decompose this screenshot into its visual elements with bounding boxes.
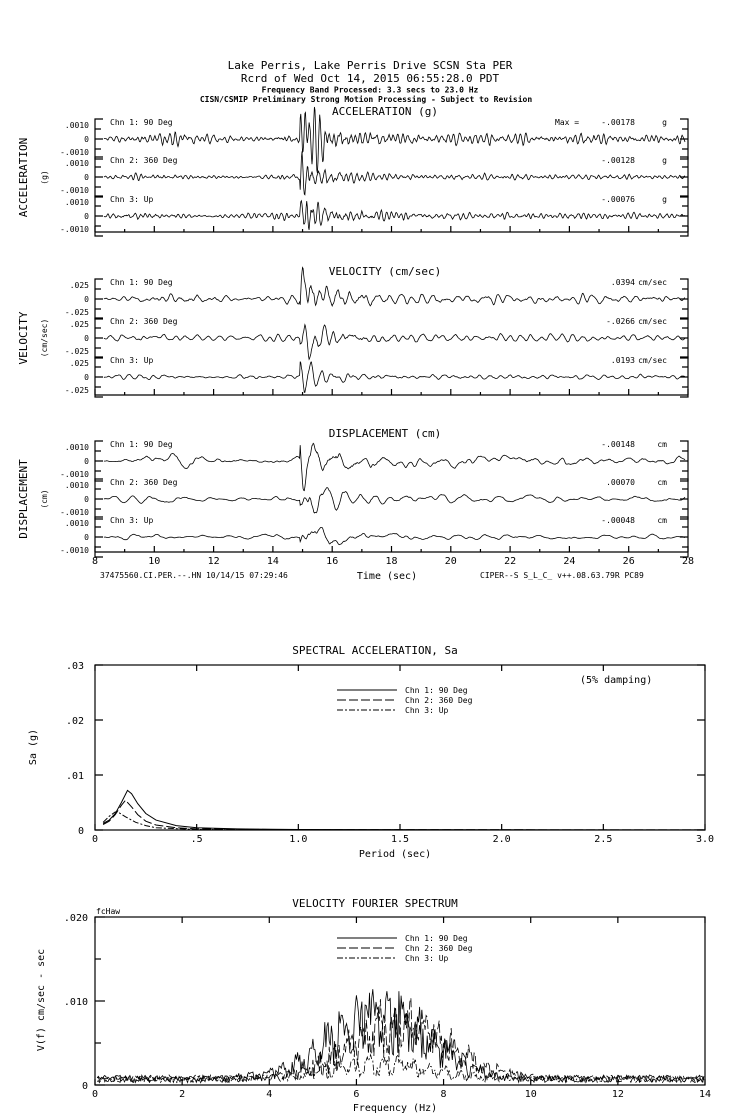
fs-ytick-label: .010 xyxy=(63,997,88,1008)
dis-time-axis xyxy=(95,546,688,552)
ytick-zero: 0 xyxy=(84,495,89,504)
sa-plot-frame xyxy=(95,665,705,830)
sa-xtick-label: 2.0 xyxy=(492,834,511,845)
header-disclaimer: CISN/CSMIP Preliminary Strong Motion Processing - Subject to Revision xyxy=(199,95,533,104)
fs-xtick-label: 8 xyxy=(440,1089,447,1100)
dis-waveform-chn3 xyxy=(104,527,685,544)
channel-peak-value: -.0266 xyxy=(606,317,635,326)
legend-label: Chn 1: 90 Deg xyxy=(405,686,468,695)
time-tick-label: 16 xyxy=(326,556,339,567)
channel-peak-value: -.00076 xyxy=(601,195,635,204)
time-tick-label: 8 xyxy=(91,556,99,567)
ytick-zero: 0 xyxy=(84,334,89,343)
time-tick-label: 24 xyxy=(563,556,576,567)
ytick-zero: 0 xyxy=(84,173,89,182)
left-bracket xyxy=(95,357,103,397)
left-bracket xyxy=(95,479,103,519)
vel-waveform-chn3 xyxy=(104,362,685,393)
right-bracket xyxy=(680,357,688,397)
time-tick-label: 12 xyxy=(207,556,220,567)
sa-xlabel: Period (sec) xyxy=(358,849,432,860)
acc-time-axis xyxy=(95,226,688,232)
channel-peak-value: -.00178 xyxy=(601,118,635,127)
legend-label: Chn 3: Up xyxy=(405,706,449,715)
left-bracket xyxy=(95,441,103,481)
time-tick-label: 20 xyxy=(444,556,457,567)
ytick-zero: 0 xyxy=(84,295,89,304)
channel-peak-value: .00070 xyxy=(606,478,635,487)
ytick-bottom: -.0010 xyxy=(60,148,89,157)
legend-label: Chn 3: Up xyxy=(405,954,449,963)
vel-panel-title: VELOCITY (cm/sec) xyxy=(328,265,442,278)
ytick-zero: 0 xyxy=(84,135,89,144)
vel-unit-label: (cm/sec) xyxy=(40,318,49,358)
channel-label: Chn 3: Up xyxy=(110,516,154,525)
channel-label: Chn 2: 360 Deg xyxy=(110,317,178,326)
vel-axis-label: VELOCITY xyxy=(17,311,30,365)
time-tick-label: 18 xyxy=(385,556,398,567)
fs-xtick-label: 12 xyxy=(611,1089,624,1100)
channel-peak-value: -.00128 xyxy=(601,156,635,165)
right-bracket xyxy=(680,318,688,358)
legend-label: Chn 1: 90 Deg xyxy=(405,934,468,943)
acc-waveform-chn3 xyxy=(104,201,685,230)
sa-curve-chn1 xyxy=(103,790,705,830)
ytick-bottom: -.0010 xyxy=(60,225,89,234)
fs-corner-label: fcHaw xyxy=(96,907,121,916)
sa-xtick-label: 2.5 xyxy=(594,834,613,845)
time-tick-label: 26 xyxy=(622,556,635,567)
channel-label: Chn 3: Up xyxy=(110,356,154,365)
sa-title: SPECTRAL ACCELERATION, Sa xyxy=(292,644,458,657)
vel-waveform-chn2 xyxy=(104,325,685,360)
ytick-zero: 0 xyxy=(84,212,89,221)
time-tick-label: 14 xyxy=(266,556,279,567)
spectral-acceleration-chart xyxy=(28,644,714,860)
ytick-top: .025 xyxy=(69,359,89,368)
sa-ytick-label: 0 xyxy=(77,826,84,837)
right-bracket xyxy=(680,441,688,481)
channel-label: Chn 1: 90 Deg xyxy=(110,278,173,287)
time-axis-label: Time (sec) xyxy=(356,571,418,582)
header-record-time: Rcrd of Wed Oct 14, 2015 06:55:28.0 PDT xyxy=(240,72,500,85)
dis-waveform-chn2 xyxy=(104,488,685,513)
time-history-panels xyxy=(17,105,694,567)
left-bracket xyxy=(95,157,103,197)
ytick-top: .0010 xyxy=(64,443,89,452)
ytick-bottom: -.025 xyxy=(64,308,89,317)
channel-peak-value: .0394 xyxy=(610,278,635,287)
ytick-zero: 0 xyxy=(84,457,89,466)
channel-peak-unit: cm xyxy=(657,478,667,487)
header-station: Lake Perris, Lake Perris Drive SCSN Sta PER xyxy=(227,59,513,72)
left-bracket xyxy=(95,196,103,236)
right-bracket xyxy=(680,479,688,519)
ytick-bottom: -.0010 xyxy=(60,470,89,479)
sa-xtick-label: .5 xyxy=(190,834,203,845)
left-bracket xyxy=(95,279,103,319)
fs-title: VELOCITY FOURIER SPECTRUM xyxy=(292,897,458,910)
footer-record-id: 37475560.CI.PER.--.HN 10/14/15 07:29:46 xyxy=(100,571,288,580)
dis-axis-label: DISPLACEMENT xyxy=(17,459,30,539)
ytick-bottom: -.0010 xyxy=(60,546,89,555)
acc-waveform-chn2 xyxy=(104,151,685,194)
sa-ylabel: Sa (g) xyxy=(28,728,39,766)
sa-xtick-label: 1.0 xyxy=(289,834,308,845)
ytick-top: .025 xyxy=(69,281,89,290)
fs-ytick-label: .020 xyxy=(63,913,88,924)
legend-label: Chn 2: 360 Deg xyxy=(405,944,473,953)
dis-panel-title: DISPLACEMENT (cm) xyxy=(328,427,442,440)
header-frequency-band: Frequency Band Processed: 3.3 secs to 23.0 Hz xyxy=(261,85,479,95)
sa-ytick-label: .03 xyxy=(65,661,84,672)
ytick-bottom: -.025 xyxy=(64,386,89,395)
fs-xtick-label: 6 xyxy=(353,1089,360,1100)
ytick-bottom: -.0010 xyxy=(60,508,89,517)
ytick-top: .0010 xyxy=(64,519,89,528)
acc-unit-label: (g) xyxy=(40,170,49,185)
fs-xlabel: Frequency (Hz) xyxy=(352,1103,438,1114)
left-bracket xyxy=(95,318,103,358)
ytick-bottom: -.0010 xyxy=(60,186,89,195)
dis-waveform-chn1 xyxy=(104,443,685,490)
time-tick-label: 28 xyxy=(681,556,695,567)
legend-label: Chn 2: 360 Deg xyxy=(405,696,473,705)
time-tick-label: 10 xyxy=(148,556,161,567)
channel-label: Chn 2: 360 Deg xyxy=(110,478,178,487)
sa-ytick-label: .01 xyxy=(65,771,84,782)
fs-ytick-label: 0 xyxy=(81,1081,88,1092)
fs-xtick-label: 10 xyxy=(524,1089,537,1100)
left-bracket xyxy=(95,517,103,557)
ytick-top: .0010 xyxy=(64,198,89,207)
fs-xtick-label: 14 xyxy=(698,1089,712,1100)
fs-ylabel: V(f) cm/sec - sec xyxy=(36,948,47,1052)
ytick-zero: 0 xyxy=(84,373,89,382)
sa-xtick-label: 3.0 xyxy=(695,834,715,845)
fs-xtick-label: 4 xyxy=(266,1089,273,1100)
left-bracket xyxy=(95,119,103,159)
channel-peak-unit: cm/sec xyxy=(638,317,667,326)
channel-peak-unit: g xyxy=(662,156,667,165)
channel-label: Chn 3: Up xyxy=(110,195,154,204)
fs-xtick-label: 0 xyxy=(91,1089,99,1100)
channel-label: Chn 2: 360 Deg xyxy=(110,156,178,165)
sa-curve-chn2 xyxy=(103,800,705,830)
footer-processing-id: CIPER--S S_L_C_ v++.08.63.79R PC89 xyxy=(480,571,644,580)
fourier-spectrum-chart xyxy=(36,897,711,1114)
channel-peak-unit: cm/sec xyxy=(638,356,667,365)
channel-label: Chn 1: 90 Deg xyxy=(110,118,173,127)
time-tick-label: 22 xyxy=(504,556,517,567)
sa-xtick-label: 0 xyxy=(91,834,99,845)
dis-unit-label: (cm) xyxy=(40,489,49,509)
channel-peak-value: -.00148 xyxy=(601,440,635,449)
channel-peak-value: -.00048 xyxy=(601,516,635,525)
ytick-top: .0010 xyxy=(64,121,89,130)
vel-time-axis xyxy=(95,389,688,395)
channel-label: Chn 1: 90 Deg xyxy=(110,440,173,449)
channel-peak-value: .0193 xyxy=(610,356,635,365)
channel-peak-unit: cm xyxy=(657,516,667,525)
fs-xtick-label: 2 xyxy=(179,1089,186,1100)
sa-ytick-label: .02 xyxy=(65,716,84,727)
channel-peak-unit: g xyxy=(662,195,667,204)
ytick-top: .0010 xyxy=(64,481,89,490)
channel-peak-unit: cm xyxy=(657,440,667,449)
channel-peak-unit: g xyxy=(662,118,667,127)
ytick-zero: 0 xyxy=(84,533,89,542)
max-label: Max = xyxy=(555,118,580,127)
sa-damping-note: (5% damping) xyxy=(580,675,653,686)
acc-panel-title: ACCELERATION (g) xyxy=(332,105,438,118)
sa-xtick-label: 1.5 xyxy=(390,834,410,845)
ytick-bottom: -.025 xyxy=(64,347,89,356)
ytick-top: .0010 xyxy=(64,159,89,168)
ytick-top: .025 xyxy=(69,320,89,329)
acc-axis-label: ACCELERATION xyxy=(17,137,30,218)
channel-peak-unit: cm/sec xyxy=(638,278,667,287)
